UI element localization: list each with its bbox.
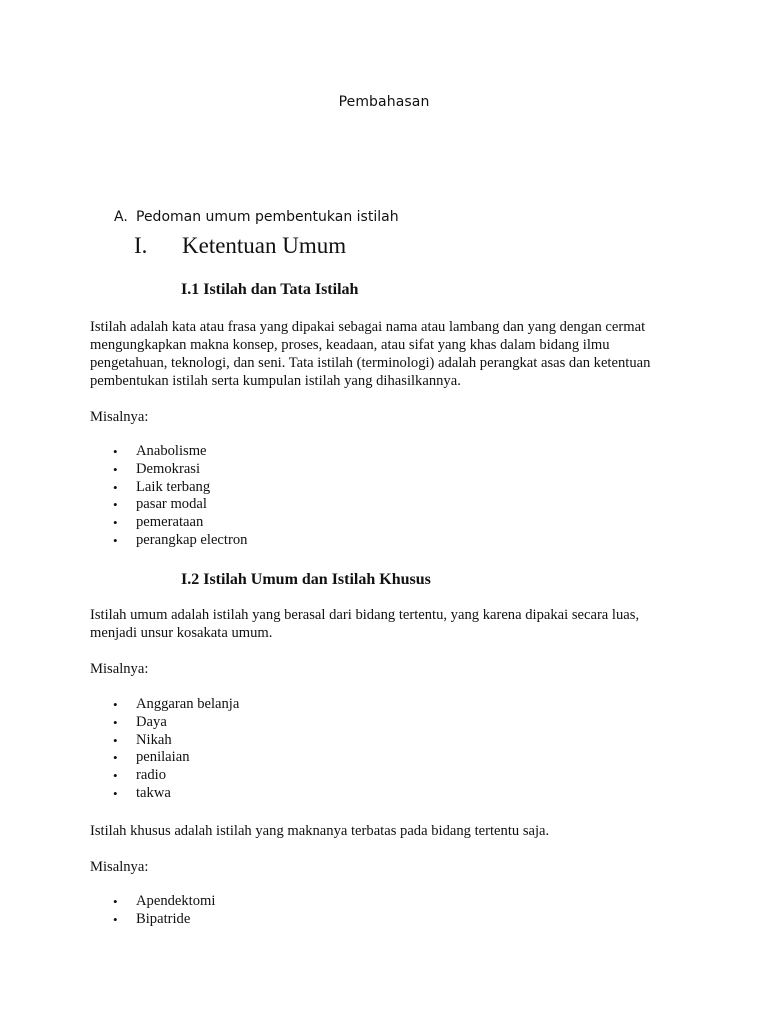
section-a-heading <box>114 209 399 225</box>
example-label-3: Misalnya: <box>90 859 149 875</box>
paragraph-line: Istilah khusus adalah istilah yang maknanya terbatas pada bidang tertentu saja. <box>90 823 550 839</box>
bullet-icon: • <box>113 444 118 459</box>
list-item-text: perangkap electron <box>136 531 248 548</box>
section-a-marker: A. <box>114 209 128 225</box>
paragraph-line: pengetahuan, teknologi, dan seni. Tata istilah (terminologi) adalah perangkat asas dan ketentuan <box>90 355 651 371</box>
chapter-heading <box>134 233 346 259</box>
list-item <box>90 893 215 911</box>
paragraph-line: Istilah adalah kata atau frasa yang dipakai sebagai nama atau lambang dan yang dengan cermat <box>90 319 646 335</box>
paragraph-line: mengungkapkan makna konsep, proses, keadaan, atau sifat yang khas dalam bidang ilmu <box>90 337 610 353</box>
list-item <box>90 749 239 767</box>
example-list-2 <box>90 696 239 803</box>
list-item <box>90 714 239 732</box>
list-item <box>90 767 239 785</box>
list-item-text: Daya <box>136 713 167 730</box>
list-item-text: Laik terbang <box>136 478 211 495</box>
list-item-text: pemerataan <box>136 514 204 531</box>
bullet-icon: • <box>113 479 118 495</box>
bullet-icon: • <box>113 785 118 801</box>
list-item-text: Bipatride <box>136 910 191 927</box>
bullet-icon: • <box>113 697 118 712</box>
list-item-text: Anabolisme <box>136 443 207 459</box>
definition-paragraph-2 <box>90 606 690 642</box>
example-list-1 <box>90 443 247 550</box>
definition-paragraph-3 <box>90 822 690 840</box>
list-item <box>90 785 239 803</box>
list-item-text: Nikah <box>136 731 172 748</box>
bullet-icon: • <box>113 461 118 477</box>
list-item-text: takwa <box>136 784 171 801</box>
list-item <box>90 443 247 461</box>
list-item <box>90 461 247 479</box>
chapter-title: Ketentuan Umum <box>182 233 347 258</box>
bullet-icon: • <box>113 497 118 513</box>
bullet-icon: • <box>113 714 118 730</box>
definition-paragraph-1 <box>90 318 690 390</box>
list-item <box>90 479 247 497</box>
bullet-icon: • <box>113 515 118 531</box>
list-item-text: Apendektomi <box>136 893 216 909</box>
list-item-text: Anggaran belanja <box>136 696 240 712</box>
bullet-icon: • <box>113 532 118 548</box>
example-list-3 <box>90 893 215 929</box>
bullet-icon: • <box>113 911 118 927</box>
example-label-1: Misalnya: <box>90 409 149 425</box>
list-item <box>90 911 215 929</box>
section-a-text: Pedoman umum pembentukan istilah <box>136 209 399 225</box>
list-item-text: Demokrasi <box>136 460 201 477</box>
list-item <box>90 496 247 514</box>
paragraph-line: pembentukan istilah serta kumpulan istilah yang dihasilkannya. <box>90 373 461 389</box>
list-item <box>90 732 239 750</box>
list-item <box>90 514 247 532</box>
page-title: Pembahasan <box>338 94 430 110</box>
paragraph-line: Istilah umum adalah istilah yang berasal dari bidang tertentu, yang karena dipakai secara luas, <box>90 607 640 623</box>
chapter-number: I. <box>134 233 148 258</box>
subsection-heading-1: I.1 Istilah dan Tata Istilah <box>181 281 359 298</box>
subsection-heading-2: I.2 Istilah Umum dan Istilah Khusus <box>181 571 431 588</box>
paragraph-line: menjadi unsur kosakata umum. <box>90 625 273 641</box>
list-item-text: radio <box>136 767 166 784</box>
bullet-icon: • <box>113 732 118 748</box>
list-item <box>90 696 239 714</box>
list-item-text: pasar modal <box>136 496 207 513</box>
bullet-icon: • <box>113 894 118 909</box>
example-label-2: Misalnya: <box>90 661 149 677</box>
list-item-text: penilaian <box>136 749 190 766</box>
bullet-icon: • <box>113 768 118 784</box>
bullet-icon: • <box>113 750 118 766</box>
list-item <box>90 532 247 550</box>
